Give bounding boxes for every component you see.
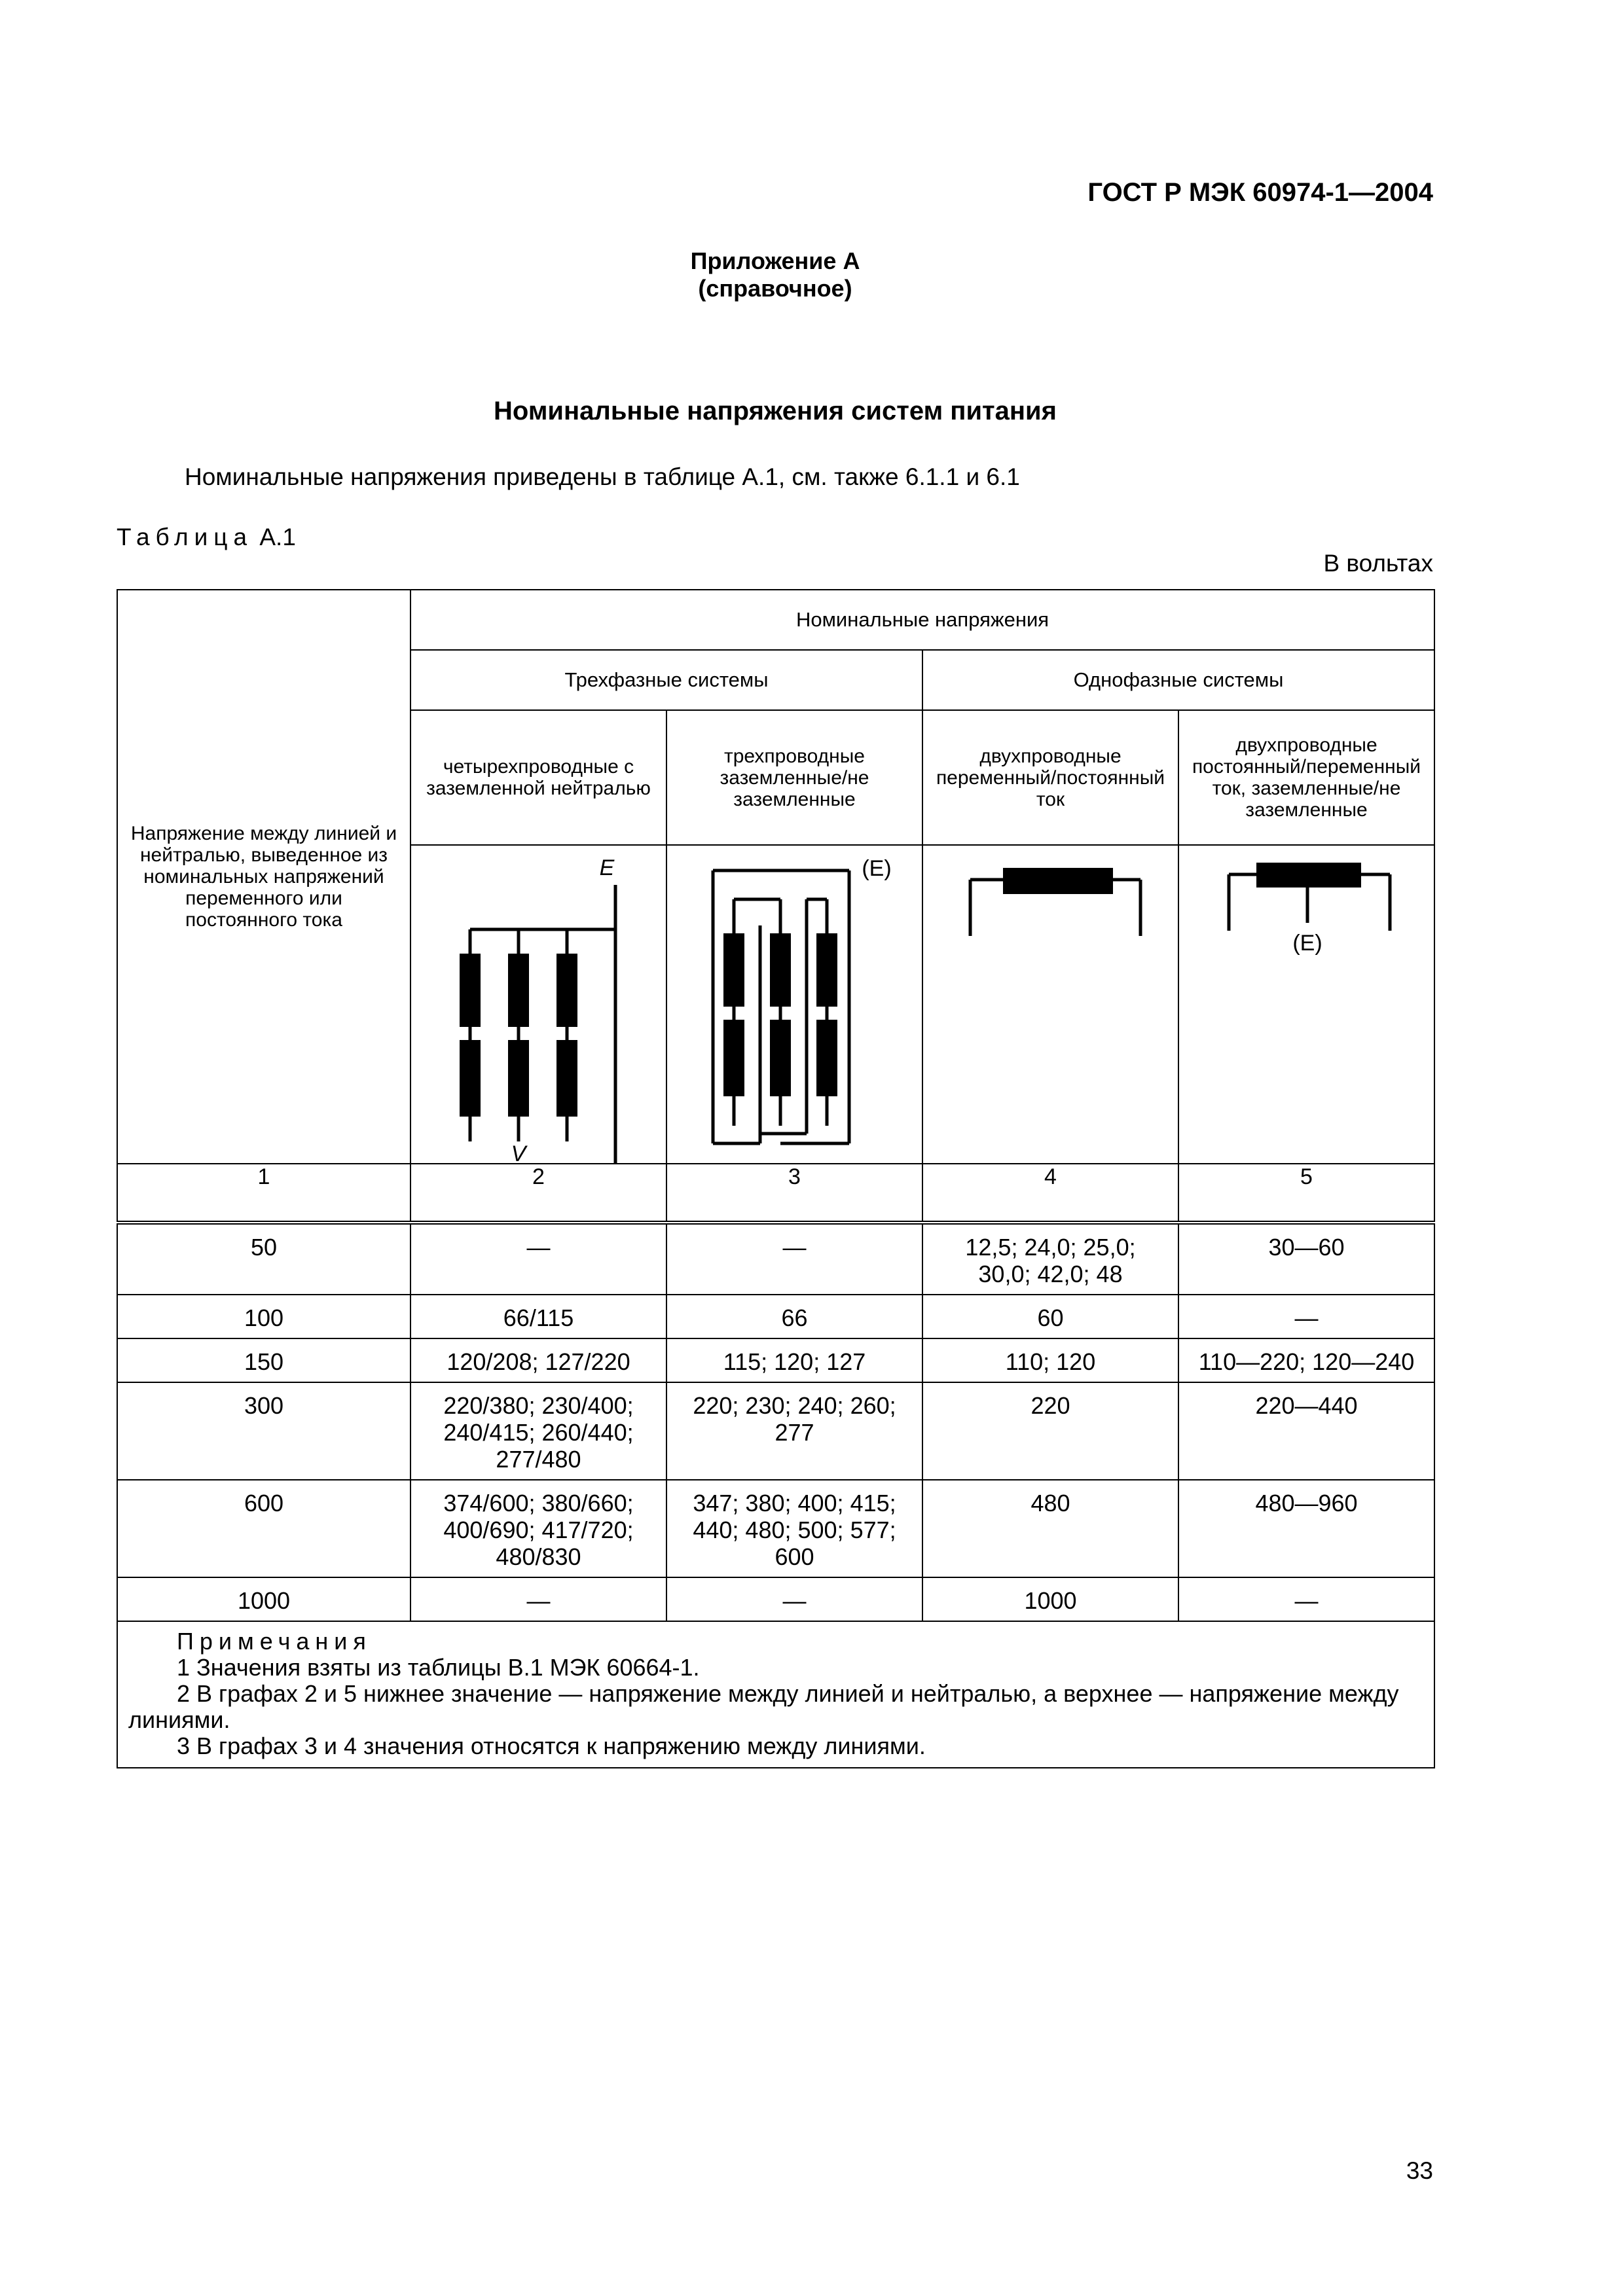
appendix-title: Приложение А: [690, 247, 860, 274]
appendix-heading: [0, 247, 1550, 302]
label-e-optional-single: (E): [1292, 931, 1322, 956]
row-header-text: Напряжение между линией и нейтралью, выведенное из номинальных напряжений переменного или постоянного тока: [130, 823, 397, 931]
table-row: [117, 1480, 1434, 1577]
col3-cell: 220; 230; 240; 260; 277: [666, 1382, 922, 1480]
note-item: 1 Значения взяты из таблицы В.1 МЭК 60664-1.: [177, 1654, 700, 1681]
diagram-cell-2wire-earthed: [1178, 845, 1434, 1164]
column-number: 3: [666, 1164, 922, 1223]
col3-cell: —: [666, 1577, 922, 1621]
voltage-cell: 100: [117, 1295, 410, 1338]
voltage-cell: 1000: [117, 1577, 410, 1621]
table-row: [117, 1577, 1434, 1621]
col4-cell: 12,5; 24,0; 25,0; 30,0; 42,0; 48: [922, 1223, 1178, 1295]
col2-cell: —: [410, 1577, 666, 1621]
col5-cell: —: [1178, 1577, 1434, 1621]
row-header-cell: [117, 590, 410, 1164]
column-number: 2: [410, 1164, 666, 1223]
col5-cell: 110—220; 120—240: [1178, 1338, 1434, 1382]
col3-cell: 66: [666, 1295, 922, 1338]
voltage-cell: 600: [117, 1480, 410, 1577]
page-title: Номинальные напряжения систем питания: [494, 397, 1057, 425]
col2-cell: 220/380; 230/400; 240/415; 260/440; 277/480: [410, 1382, 666, 1480]
col5-cell: —: [1178, 1295, 1434, 1338]
three-wire-diagram: [667, 846, 923, 1164]
voltage-table: [117, 589, 1435, 1768]
voltage-cell: 300: [117, 1382, 410, 1480]
sub-header-3wire: трехпроводные заземленные/не заземленные: [666, 710, 922, 845]
two-wire-diagram: [923, 846, 1179, 1164]
appendix-type: (справочное): [698, 275, 852, 302]
col3-cell: —: [666, 1223, 922, 1295]
sub-header-2wire-ac-dc: двухпроводные переменный/постоянный ток: [922, 710, 1178, 845]
col2-cell: 374/600; 380/660; 400/690; 417/720; 480/830: [410, 1480, 666, 1577]
notes-heading: Примечания: [177, 1628, 372, 1655]
four-wire-diagram: [411, 846, 667, 1164]
table-units: В вольтах: [1323, 550, 1433, 577]
col4-cell: 1000: [922, 1577, 1178, 1621]
col2-cell: 66/115: [410, 1295, 666, 1338]
table-label: [117, 524, 296, 551]
label-e-optional: (E): [862, 856, 892, 881]
group-header: Номинальные напряжения: [410, 590, 1434, 650]
table-label-number: А.1: [259, 524, 296, 550]
col5-cell: 220—440: [1178, 1382, 1434, 1480]
col2-cell: 120/208; 127/220: [410, 1338, 666, 1382]
document-code: ГОСТ Р МЭК 60974-1—2004: [1087, 178, 1433, 207]
page-number: 33: [1406, 2157, 1433, 2184]
table-label-prefix: Таблица: [117, 524, 253, 550]
column-number: 1: [117, 1164, 410, 1223]
note-item: 2 В графах 2 и 5 нижнее значение — напряжение между линией и нейтралью, а верхнее — напряжение между линиями.: [128, 1680, 1399, 1733]
col3-cell: 347; 380; 400; 415; 440; 480; 500; 577; 600: [666, 1480, 922, 1577]
table-row: [117, 1338, 1434, 1382]
voltage-cell: 150: [117, 1338, 410, 1382]
note-item: 3 В графах 3 и 4 значения относятся к напряжению между линиями.: [177, 1732, 926, 1759]
voltage-cell: 50: [117, 1223, 410, 1295]
column-number: 5: [1178, 1164, 1434, 1223]
col5-cell: 480—960: [1178, 1480, 1434, 1577]
col5-cell: 30—60: [1178, 1223, 1434, 1295]
label-v: V: [511, 1141, 526, 1164]
sub-header-4wire: четырехпроводные с заземленной нейтралью: [410, 710, 666, 845]
diagram-cell-4wire: [410, 845, 666, 1164]
col4-cell: 60: [922, 1295, 1178, 1338]
table-notes: [117, 1621, 1434, 1768]
table-row: [117, 1295, 1434, 1338]
table-row: [117, 1382, 1434, 1480]
diagram-cell-2wire: [922, 845, 1178, 1164]
col4-cell: 110; 120: [922, 1338, 1178, 1382]
label-e: E: [599, 855, 615, 880]
col3-cell: 115; 120; 127: [666, 1338, 922, 1382]
sub-header-2wire-earthed: двухпроводные постоянный/переменный ток, заземленные/не заземленные: [1178, 710, 1434, 845]
intro-paragraph: Номинальные напряжения приведены в таблице А.1, см. также 6.1.1 и 6.1: [185, 463, 1020, 490]
col4-cell: 220: [922, 1382, 1178, 1480]
single-phase-header: Однофазные системы: [922, 650, 1434, 710]
diagram-cell-3wire: [666, 845, 922, 1164]
table-row: [117, 1223, 1434, 1295]
three-phase-header: Трехфазные системы: [410, 650, 922, 710]
two-wire-earthed-diagram: [1179, 846, 1435, 1164]
column-number: 4: [922, 1164, 1178, 1223]
col2-cell: —: [410, 1223, 666, 1295]
col4-cell: 480: [922, 1480, 1178, 1577]
